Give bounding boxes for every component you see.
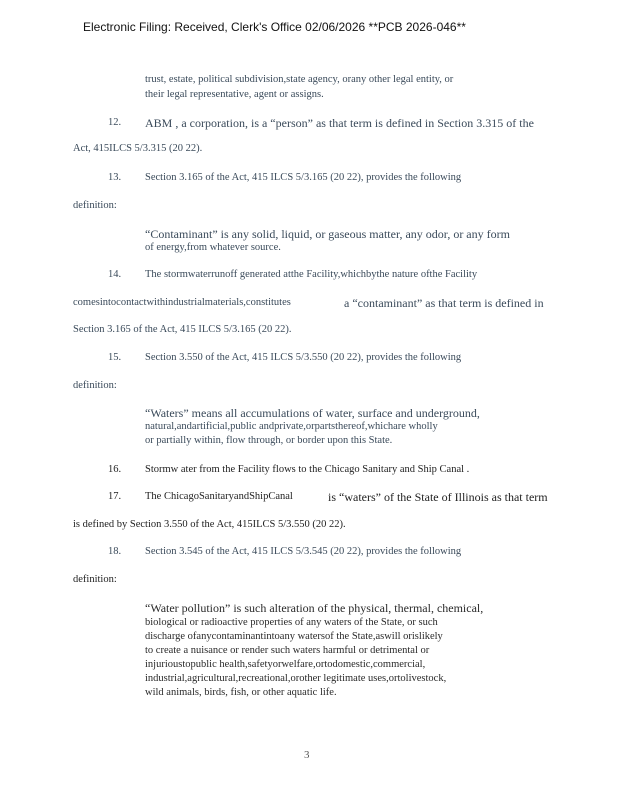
body-line: definition: <box>73 574 117 585</box>
quote-line: discharge ofanycontaminantintoany watersof the State,aswill orislikely <box>145 631 443 642</box>
body-line: Stormw ater from the Facility flows to the Chicago Sanitary and Ship Canal . <box>145 464 470 475</box>
quote-line: “Waters” means all accumulations of water, surface and underground, <box>145 406 480 420</box>
body-line: The ChicagoSanitaryandShipCanal <box>145 491 293 502</box>
body-line: is defined by Section 3.550 of the Act, 415ILCS 5/3.550 (20 22). <box>73 519 346 530</box>
quote-line: “Contaminant” is any solid, liquid, or gaseous matter, any odor, or any form <box>145 227 510 241</box>
quote-line: of energy,from whatever source. <box>145 242 281 253</box>
page-number: 3 <box>304 749 310 761</box>
quote-line: or partially within, flow through, or border upon this State. <box>145 435 393 446</box>
paragraph-number: 15. <box>108 352 122 363</box>
paragraph-number: 18. <box>108 546 122 557</box>
body-line: Act, 415ILCS 5/3.315 (20 22). <box>73 143 203 154</box>
paragraph-number: 12. <box>108 117 122 128</box>
body-line: The stormwaterrunoff generated atthe Facility,whichbythe nature ofthe Facility <box>145 269 478 280</box>
body-line: a “contaminant” as that term is defined in <box>344 296 544 310</box>
filing-header: Electronic Filing: Received, Clerk's Office 02/06/2026 **PCB 2026-046** <box>83 20 466 34</box>
quote-line: to create a nuisance or render such waters harmful or detrimental or <box>145 645 430 656</box>
body-line: their legal representative, agent or assigns. <box>145 89 324 100</box>
paragraph-number: 17. <box>108 491 122 502</box>
quote-line: industrial,agricultural,recreational,orother legitimate uses,ortolivestock, <box>145 673 447 684</box>
body-line: definition: <box>73 380 117 391</box>
paragraph-number: 13. <box>108 172 122 183</box>
body-line: comesintocontactwithindustrialmaterials,constitutes <box>73 297 291 308</box>
quote-line: natural,andartificial,public andprivate,orpartsthereof,whichare wholly <box>145 421 438 432</box>
body-line: Section 3.550 of the Act, 415 ILCS 5/3.550 (20 22), provides the following <box>145 352 462 363</box>
quote-line: wild animals, birds, fish, or other aquatic life. <box>145 687 337 698</box>
body-line: Section 3.165 of the Act, 415 ILCS 5/3.165 (20 22). <box>73 324 292 335</box>
body-line: trust, estate, political subdivision,state agency, orany other legal entity, or <box>145 74 454 85</box>
body-line: Section 3.165 of the Act, 415 ILCS 5/3.165 (20 22), provides the following <box>145 172 462 183</box>
quote-line: “Water pollution” is such alteration of the physical, thermal, chemical, <box>145 601 484 615</box>
body-line: Section 3.545 of the Act, 415 ILCS 5/3.545 (20 22), provides the following <box>145 546 462 557</box>
paragraph-number: 16. <box>108 464 122 475</box>
body-line: ABM , a corporation, is a “person” as that term is defined in Section 3.315 of the <box>145 116 534 130</box>
paragraph-number: 14. <box>108 269 122 280</box>
quote-line: biological or radioactive properties of any waters of the State, or such <box>145 617 438 628</box>
quote-line: injurioustopublic health,safetyorwelfare,ortodomestic,commercial, <box>145 659 426 670</box>
body-line: is “waters” of the State of Illinois as that term <box>328 490 548 504</box>
body-line: definition: <box>73 200 117 211</box>
